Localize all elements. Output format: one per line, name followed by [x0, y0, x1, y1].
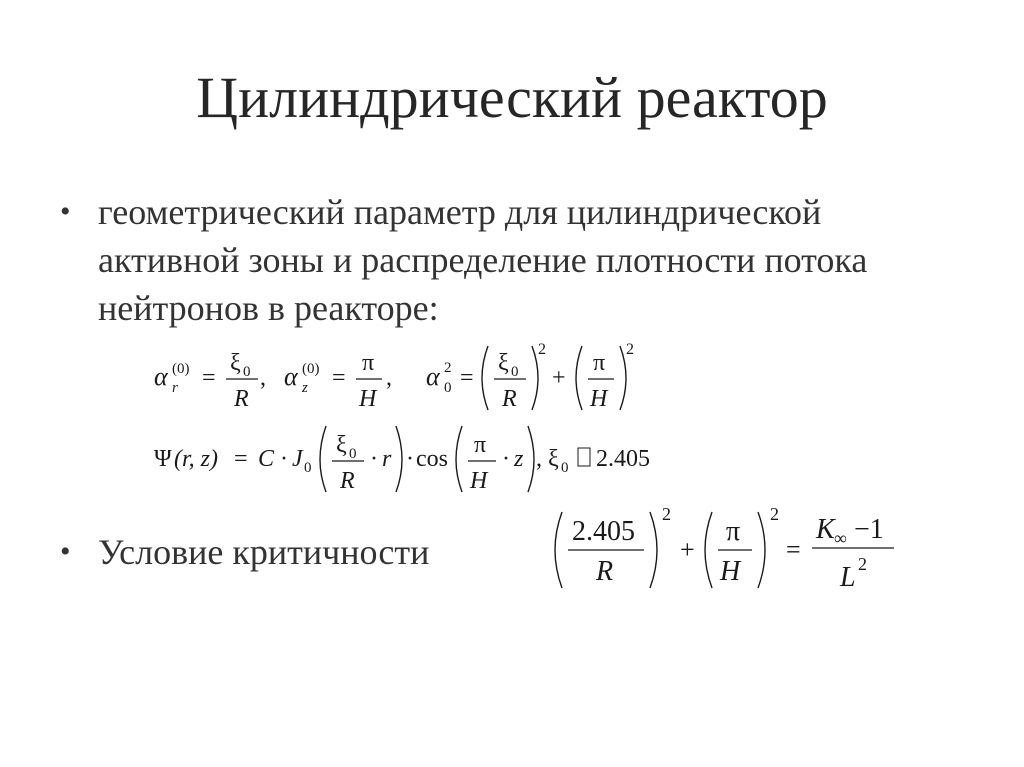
svg-text:π: π [474, 432, 487, 458]
svg-text:R: R [234, 386, 249, 412]
svg-text:,: , [260, 365, 266, 391]
svg-text:0: 0 [349, 446, 357, 462]
svg-text:·: · [502, 446, 510, 472]
svg-text:r: r [382, 446, 392, 472]
svg-text:2: 2 [858, 554, 867, 574]
slide-title: Цилиндрический реактор [196, 65, 828, 130]
bullet-marker: • [60, 535, 71, 568]
bullet-line: геометрический параметр для цилиндрической [98, 192, 822, 232]
svg-text:z: z [302, 380, 308, 396]
svg-text:π: π [726, 516, 741, 547]
svg-text:+: + [680, 535, 695, 564]
svg-text:2.405: 2.405 [572, 516, 635, 547]
svg-text:,: , [386, 365, 392, 391]
svg-text:H: H [470, 468, 488, 494]
svg-text:0: 0 [243, 364, 251, 380]
missing-glyph-box [578, 448, 590, 466]
svg-text:∞: ∞ [834, 528, 847, 548]
svg-text:C: C [258, 446, 275, 472]
svg-text:K: K [816, 514, 835, 545]
svg-text:0: 0 [511, 364, 519, 380]
svg-text:Ψ: Ψ [154, 446, 172, 472]
svg-text:J: J [292, 446, 303, 472]
svg-text:r: r [172, 380, 178, 396]
svg-text:·: · [280, 446, 288, 472]
svg-text:z: z [514, 446, 524, 472]
svg-text:=: = [786, 535, 801, 564]
svg-text:α: α [284, 362, 298, 391]
svg-text:2: 2 [538, 341, 546, 358]
svg-text:π: π [362, 350, 375, 376]
svg-text:ξ: ξ [336, 432, 347, 458]
svg-text:ξ: ξ [498, 350, 509, 376]
svg-text:=: = [332, 365, 346, 391]
svg-text:cos: cos [416, 446, 448, 472]
svg-text:H: H [590, 386, 608, 412]
svg-text:·: · [406, 446, 414, 472]
svg-text:R: R [340, 468, 355, 494]
svg-text:0: 0 [304, 460, 312, 476]
bullet-line: активной зоны и распределение плотности потока [98, 240, 868, 280]
svg-text:H: H [359, 386, 377, 412]
bullet-text-criticality-condition: Условие критичности [98, 532, 430, 572]
svg-text:0: 0 [561, 460, 569, 476]
equation-geometric-parameters [150, 340, 670, 420]
svg-text:2: 2 [444, 360, 452, 376]
svg-text:ξ: ξ [548, 446, 559, 472]
svg-text:=: = [234, 446, 248, 472]
svg-text:2: 2 [770, 504, 779, 524]
svg-text:H: H [720, 556, 741, 587]
equation-flux-distribution [150, 420, 690, 500]
svg-text:2: 2 [626, 341, 634, 358]
svg-text:0: 0 [444, 380, 452, 396]
svg-text:(0): (0) [302, 361, 320, 377]
svg-text:−1: −1 [854, 514, 884, 545]
svg-text:+: + [552, 365, 566, 391]
svg-text:·: · [370, 446, 378, 472]
svg-text:(0): (0) [172, 361, 190, 377]
svg-text:α: α [426, 362, 440, 391]
svg-text:R: R [596, 556, 614, 587]
bullet-marker: • [60, 195, 71, 228]
svg-text:,: , [536, 446, 542, 472]
bullet-text-geometric-parameter [98, 188, 978, 332]
svg-text:(r, z): (r, z) [174, 446, 219, 472]
svg-text:L: L [840, 562, 856, 593]
svg-text:2: 2 [662, 504, 671, 524]
svg-text:2.405: 2.405 [596, 446, 650, 472]
bullet-line: нейтронов в реакторе: [98, 288, 439, 328]
equation-criticality-condition [550, 500, 910, 600]
svg-text:α: α [154, 362, 168, 391]
svg-text:π: π [593, 350, 606, 376]
svg-text:ξ: ξ [230, 350, 241, 376]
svg-text:=: = [202, 365, 216, 391]
svg-text:=: = [460, 365, 474, 391]
svg-text:R: R [502, 386, 517, 412]
